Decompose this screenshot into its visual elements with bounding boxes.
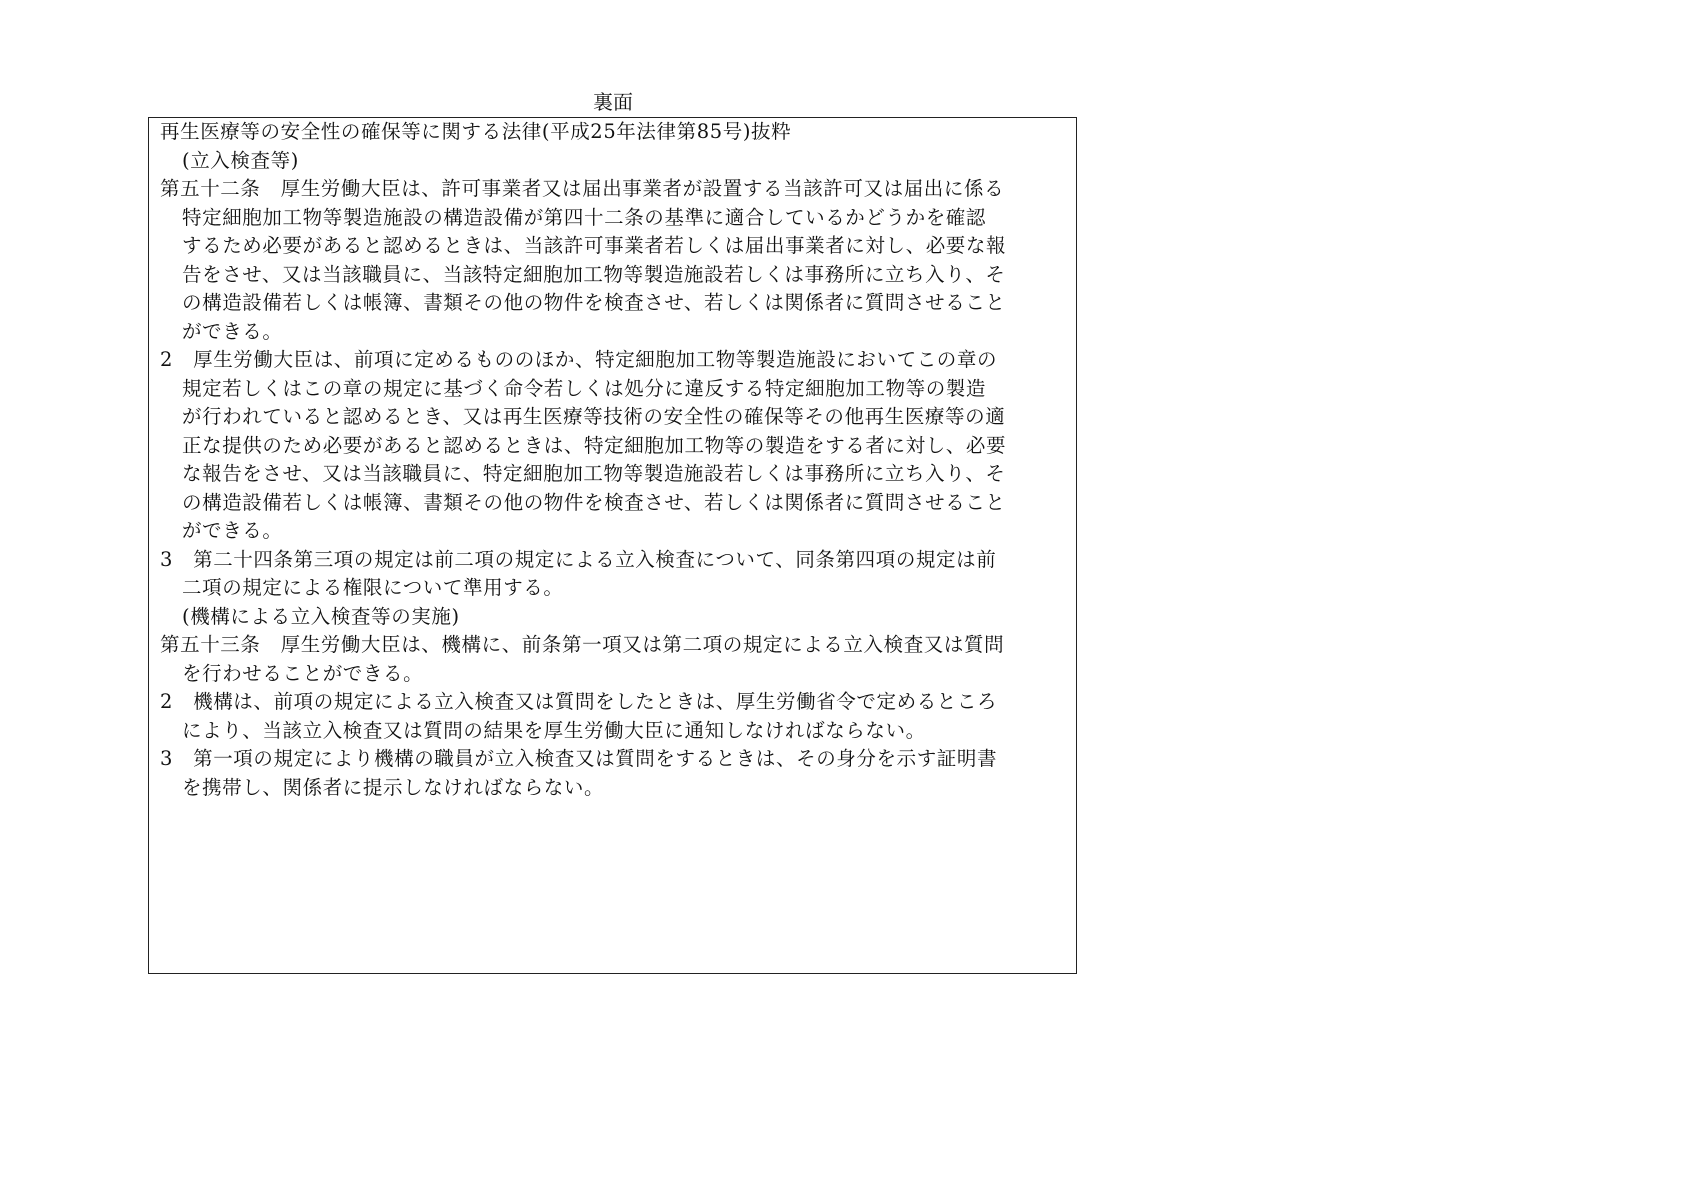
- line-23: 3 第一項の規定により機構の職員が立入検査又は質問をするときは、その身分を示す証明書: [160, 747, 998, 770]
- line-18: (機構による立入検査等の実施): [182, 604, 460, 628]
- line-16: 3 第二十四条第三項の規定は前二項の規定による立入検査について、同条第四項の規定は前: [160, 547, 997, 571]
- line-5: するため必要があると認めるときは、当該許可事業者若しくは届出事業者に対し、必要な報: [182, 234, 1007, 257]
- line-2: (立入検査等): [182, 148, 299, 172]
- line-17: 二項の規定による権限について準用する。: [182, 576, 564, 599]
- line-7: の構造設備若しくは帳簿、書類その他の物件を検査させ、若しくは関係者に質問させること: [182, 291, 1006, 314]
- line-11: が行われていると認めるとき、又は再生医療等技術の安全性の確保等その他再生医療等の適: [182, 405, 1006, 428]
- line-8: ができる。: [182, 319, 283, 343]
- line-10: 規定若しくはこの章の規定に基づく命令若しくは処分に違反する特定細胞加工物等の製造: [182, 376, 987, 400]
- line-14: の構造設備若しくは帳簿、書類その他の物件を検査させ、若しくは関係者に質問させること: [182, 490, 1006, 514]
- line-1: 再生医療等の安全性の確保等に関する法律(平成25年法律第85号)抜粋: [160, 120, 792, 143]
- line-20: を行わせることができる。: [182, 661, 424, 685]
- line-21: 2 機構は、前項の規定による立入検査又は質問をしたときは、厚生労働省令で定めるところ: [160, 690, 998, 713]
- line-22: により、当該立入検査又は質問の結果を厚生労働大臣に通知しなければならない。: [182, 718, 926, 742]
- line-9: 2 厚生労働大臣は、前項に定めるもののほか、特定細胞加工物等製造施設においてこの章の: [160, 348, 998, 371]
- line-4: 特定細胞加工物等製造施設の構造設備が第四十二条の基準に適合しているかどうかを確認: [182, 205, 987, 229]
- line-24: を携帯し、関係者に提示しなければならない。: [182, 775, 605, 799]
- line-12: 正な提供のため必要があると認めるときは、特定細胞加工物等の製造をする者に対し、必要: [182, 433, 1007, 457]
- line-13: な報告をさせ、又は当該職員に、特定細胞加工物等製造施設若しくは事務所に立ち入り、そ: [182, 462, 1006, 485]
- line-6: 告をさせ、又は当該職員に、当該特定細胞加工物等製造施設若しくは事務所に立ち入り、そ: [182, 262, 1006, 286]
- line-3: 第五十二条 厚生労働大臣は、許可事業者又は届出事業者が設置する当該許可又は届出に係る: [160, 177, 1005, 200]
- page-heading: 裏面: [593, 90, 633, 114]
- line-19: 第五十三条 厚生労働大臣は、機構に、前条第一項又は第二項の規定による立入検査又は質問: [160, 633, 1005, 656]
- document-body: [160, 118, 1070, 802]
- line-15: ができる。: [182, 519, 283, 542]
